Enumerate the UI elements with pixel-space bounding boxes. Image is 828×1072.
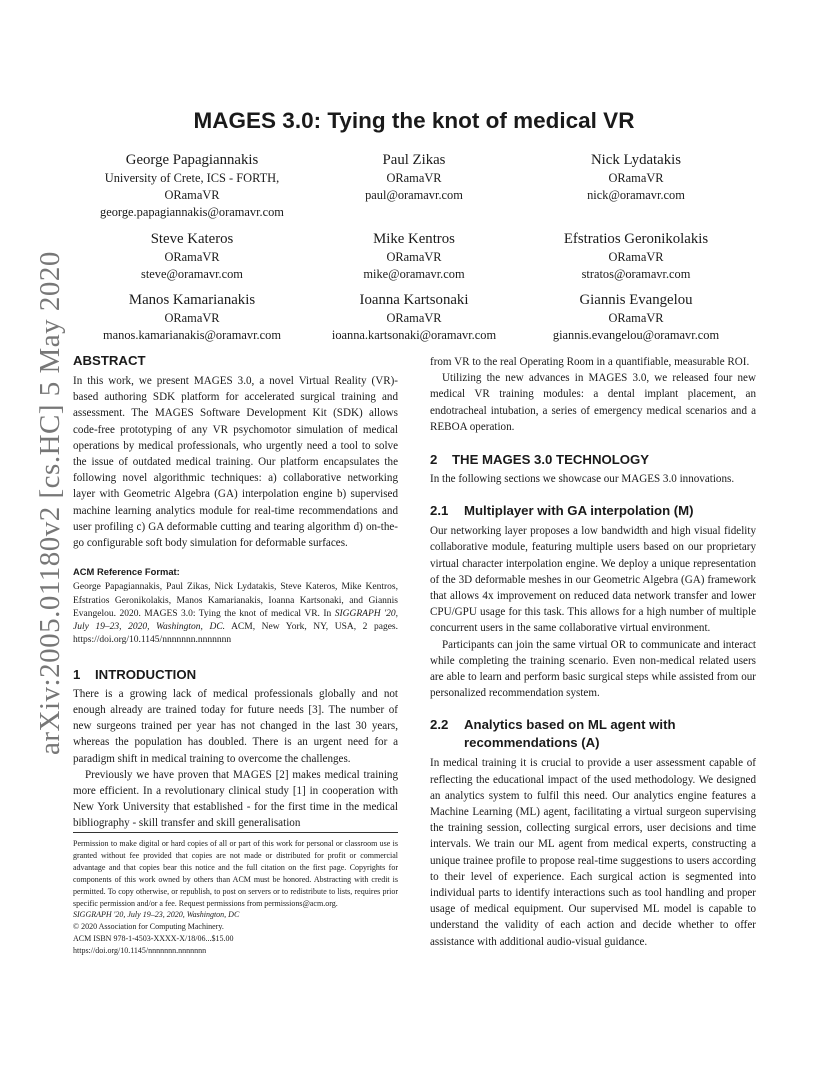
acm-reference-heading: ACM Reference Format: [73,566,180,578]
abstract-text: In this work, we present MAGES 3.0, a novel Virtual Reality (VR)-based authoring SDK platform for accelerated surgical training and assessment. The MAGES Software Development Kit (SDK) allows code-free prototyping of any VR psychomotor simulation of medical operations by medical professionals, who urgently need a tool to solve the issue of outdated medical training. Our platform encapsulates the following novel algorithmic techniques: a) collaborative networking layer with Geometric Algebra (GA) interpolation engine b) supervised machine learning analytics module for real-time recommendations and user profiling c) GA deformable cutting and tearing algorithm d) on-the-go configurable soft body simulation for deformable surfaces. [73,375,398,550]
body-paragraph: Our networking layer proposes a low bandwidth and high visual fidelity collaborative module, featuring multiple users based on our proprietary virtual character interpolation engine. We deploy a unique representation of the 3D deformable meshes in our Geometric Algebra (GA) framework that allows 4x improvement on reduced data network transfer and lower CPU/GPU usage for this task. This allows for a high number of multiple concurrent users in the same collaborative virtual environment. [430,525,756,635]
doi-line: https://doi.org/10.1145/nnnnnnn.nnnnnnn [73,946,207,956]
author-name: Nick Lydatakis [591,152,681,168]
section-heading-technology: 2 THE MAGES 3.0 TECHNOLOGY [430,452,650,468]
author-affiliation: ORamaVR [386,311,442,325]
right-column [430,354,756,950]
author-name: Manos Kamarianakis [128,292,256,308]
permission-notice [73,838,398,957]
author-name: Efstratios Geronikolakis [563,231,709,247]
body-paragraph: In the following sections we showcase our MAGES 3.0 innovations. [430,473,735,486]
author-block [496,150,776,204]
author-email: ioanna.kartsonaki@oramavr.com [331,328,497,342]
body-paragraph: Utilizing the new advances in MAGES 3.0, we released four new medical VR training modules: a dental implant placement, an endotracheal intubation, a series of emergency medical scenarios and a REBOA operation. [430,372,756,433]
acm-reference-text: George Papagiannakis, Paul Zikas, Nick Lydatakis, Steve Kateros, Mike Kentros, Efstratios Geronikolakis, Manos Kamarianakis, Ioanna Kartsonaki, and Giannis Evangelou. 2020. MAGES 3.0: Tying the knot of medical VR. In SIGGRAPH '20, July 19–23, 2020, Washington, DC. ACM, New York, NY, USA, 2 pages. https://doi.org/10.1145/nnnnnnn.nnnnnnn [73,582,398,646]
author-email: stratos@oramavr.com [581,267,691,281]
author-affiliation: ORamaVR [386,171,442,185]
body-paragraph: Participants can join the same virtual OR to communicate and interact while completing the training scenario. Even non-medical related users are able to learn and perform basic surgical steps while assisted from our personalized recommendation system. [430,638,756,700]
author-affiliation: ORamaVR [164,311,220,325]
author-block [496,290,776,344]
body-paragraph: In medical training it is crucial to provide a user assessment capable of reflecting the educational impact of the used methodology. We designed an analytics system to fulfil this need. Our analytics engine features a Machine Learning (ML) agent, facilitating a virtual surgeon supervising the training session, collecting surgical errors, user decisions and time intervals. We train our ML agent from medical experts, constructing a unique trainee profile to propose real-time suggestions to users according to their level of experience. Each surgical action is segmented into individual parts to identify interactions such as tool handling and proper usage of medical equipment. Our supervised ML model is capable to understand the validity of each action and decide whether to offer assistance with additional audio-visual guidance. [430,757,756,948]
permission-text: Permission to make digital or hard copies of all or part of this work for personal or classroom use is granted without fee provided that copies are not made or distributed for profit or commercial advantage and that copies bear this notice and the full citation on the first page. Copyrights for components of this work owned by others than ACM must be honored. Abstracting with credit is permitted. To copy otherwise, or republish, to post on servers or to redistribute to lists, requires prior specific permission and/or a fee. Request permissions from permissions@acm.org. [73,839,398,908]
subsection-heading-multiplayer: 2.1 Multiplayer with GA interpolation (M) [430,503,694,519]
author-email: steve@oramavr.com [141,267,243,281]
author-block [496,229,776,283]
body-paragraph: from VR to the real Operating Room in a quantifiable, measurable ROI. [430,356,750,368]
section-heading-introduction: 1 INTRODUCTION [73,666,197,682]
author-affiliation: ORamaVR [164,188,220,202]
author-affiliation: ORamaVR [608,171,664,185]
author-email: giannis.evangelou@oramavr.com [552,328,720,342]
author-name: George Papagiannakis [125,152,259,168]
isbn-line: ACM ISBN 978-1-4503-XXXX-X/18/06...$15.00 [73,934,234,944]
author-email: paul@oramavr.com [365,188,463,202]
subsection-heading-analytics: 2.2 Analytics based on ML agent with recommendations (A) [430,717,676,751]
author-email: manos.kamarianakis@oramavr.com [103,328,281,342]
author-affiliation: ORamaVR [386,250,442,264]
author-name: Steve Kateros [150,231,234,247]
author-name: Ioanna Kartsonaki [359,292,469,308]
venue-line: SIGGRAPH '20, July 19–23, 2020, Washington, DC [73,910,240,920]
arxiv-stamp [12,251,66,755]
author-affiliation: University of Crete, ICS - FORTH, [104,171,280,185]
author-name: Mike Kentros [373,231,455,247]
footnote-rule [73,832,398,833]
author-name: Paul Zikas [382,152,446,168]
author-affiliation: ORamaVR [608,311,664,325]
author-affiliation: ORamaVR [608,250,664,264]
abstract-heading: ABSTRACT [73,353,146,368]
author-email: nick@oramavr.com [587,188,685,202]
intro-paragraph: There is a growing lack of medical professionals globally and not enough already are trained today for future needs [3]. The number of new surgeons trained per year has not changed in the last 30 years, whereas the population has doubled. There is an urgent need for a paradigm shift in medical training to overcome the challenges. [73,687,398,765]
intro-paragraph: Previously we have proven that MAGES [2] makes medical training more efficient. In a revolutionary clinical study [1] in cooperation with New York University that established - for the first time in the medical bibliography - skill transfer and skill generalisation [73,768,398,830]
paper-title: MAGES 3.0: Tying the knot of medical VR [193,108,635,133]
author-name: Giannis Evangelou [579,292,693,308]
author-affiliation: ORamaVR [164,250,220,264]
copyright-line: © 2020 Association for Computing Machinery. [73,922,224,932]
arxiv-identifier: arXiv:2005.01180v2 [cs.HC] 5 May 2020 [34,251,66,755]
left-column [73,352,398,832]
author-email: mike@oramavr.com [363,267,465,281]
author-email: george.papagiannakis@oramavr.com [100,205,284,219]
